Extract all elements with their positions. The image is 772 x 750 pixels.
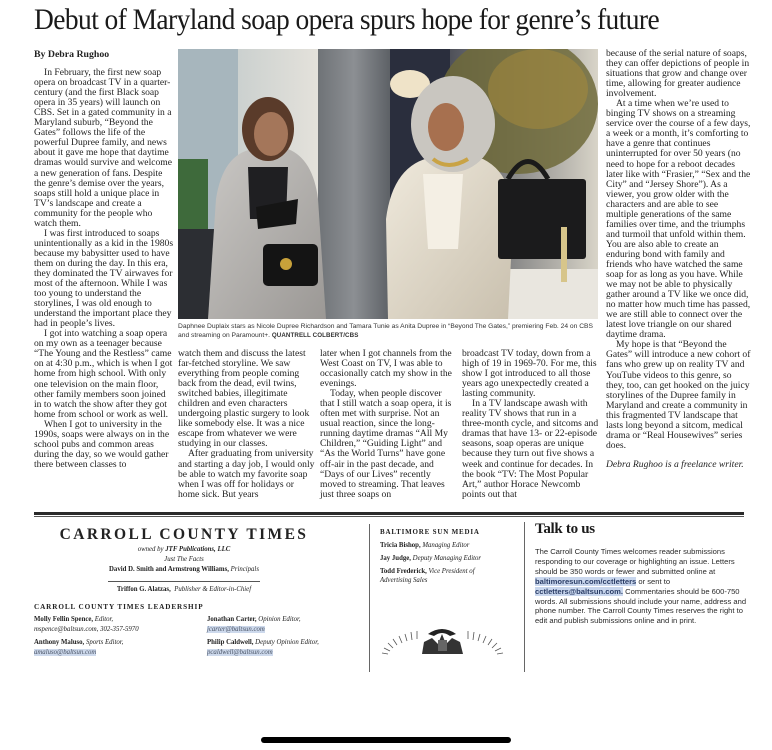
bsm-person xyxy=(380,567,490,585)
person-contact[interactable]: mspence@baltsun.com, 302-357-5970 xyxy=(34,625,139,633)
article-column-1 xyxy=(34,50,174,470)
paragraph: I got into watching a soap opera on my own as a teenager because “The Young and the Restless” came on at 4:30 p.m., which is when I got home from high school. With only one television on the main floor, other family members soon joined in to watch the show after they got home from school or work as well. xyxy=(34,328,173,420)
email-link[interactable]: jcarter@baltsun.com xyxy=(207,625,265,633)
article-column-2 xyxy=(178,349,316,500)
email-link[interactable]: amaluso@baltsun.com xyxy=(34,648,97,656)
paragraph: At a time when we’re used to binging TV shows on a streaming service over the course of a few days, a week or a month, it’s comforting to have a genre that continues uninterrupted for over 50 years (no need to hope for a reboot decades later like with “Frasier,” “Sex and the City” and “Jersey Shore”). As a viewer, you grow older with the characters and are able to see multiple generations of the same families over time, and the triumphs and turmoil that unfold within them. You are also able to create an enduring bond with family and friends who have watched the same soap for as long as you have. While we may not be able to physically gather around a TV like we once did, no matter how much time has passed, we are still able to connect over the latest love triangle on our shared daytime drama. xyxy=(606,98,751,341)
talk-text: or sent to xyxy=(636,576,671,586)
column-divider xyxy=(369,524,370,672)
person-name: Philip Caldwell, xyxy=(207,639,254,646)
column-divider xyxy=(524,522,525,672)
masthead-publisher xyxy=(34,586,334,593)
paragraph: When I got to university in the 1990s, soaps were always on in the school pubs and common areas during the day, so we would gather there between classes to xyxy=(34,418,170,470)
person-name: Todd Frederick, xyxy=(380,568,427,575)
person-role: Editor, xyxy=(94,616,114,623)
publisher-role: Publisher & Editor-in-Chief xyxy=(174,586,252,593)
paragraph: later when I got channels from the West Coast on TV, I was able to occasionally catch my show in the evenings. xyxy=(320,348,452,390)
paragraph: because of the serial nature of soaps, they can offer depictions of people in situations that grow and change over time, allowing for greater audience involvement. xyxy=(606,48,750,100)
section-divider xyxy=(34,512,744,515)
paragraph: After graduating from university and starting a day job, I would only be able to watch my favorite soap when I was off for holidays or home sick. But years xyxy=(178,448,315,500)
article-column-4 xyxy=(462,349,600,500)
paragraph: Today, when people discover that I still watch a soap opera, it is often met with surprise. Not an usual reaction, since the long-running daytime dramas “All My Children,” “Guiding Light” and “As the World Turns” have gone off-air in the past decade, and “Days of our Lives” recently moved to streaming. That leaves just three soaps on xyxy=(320,388,452,500)
bsm-person xyxy=(380,554,510,563)
letters-email-link[interactable]: cctletters@baltsun.com. xyxy=(535,586,624,596)
bsm-person xyxy=(380,541,510,550)
paragraph: watch them and discuss the latest far-fetched storyline. We saw everything from people coming back from the dead, evil twins, switched babies, illegitimate children and even characters undergoing plastic surgery to look like somebody else. It was a nice escape from whatever we were studying in our classes. xyxy=(178,348,310,450)
leadership-entry xyxy=(207,638,319,657)
state-seal-icon xyxy=(380,626,505,656)
publisher-name: Triffon G. Alatzas, xyxy=(116,586,171,593)
person-role: Opinion Editor, xyxy=(258,616,301,623)
leadership-entry xyxy=(34,615,139,634)
bsm-heading: BALTIMORE SUN MEDIA xyxy=(380,528,480,536)
paragraph: My hope is that “Beyond the Gates” will introduce a new cohort of fans who grew up on reality TV and YouTube videos to this genre, so they, too, can get hooked on the juicy storylines of the Dupree family in Maryland and create a community in this fragmented TV landscape that lasts long beyond a sitcom, medical drama or “Real Housewives” series does. xyxy=(606,339,751,451)
person-name: Jonathan Carter, xyxy=(207,616,257,623)
person-role: Managing Editor xyxy=(422,542,470,549)
talk-to-us-body xyxy=(535,547,753,626)
person-role: Vice President of Advertising Sales xyxy=(380,568,475,584)
byline: By Debra Rughoo xyxy=(34,49,110,60)
person-role: Deputy Opinion Editor, xyxy=(255,639,319,646)
email-link[interactable]: pcaldwell@baltsun.com xyxy=(207,648,273,656)
person-role: Sports Editor, xyxy=(85,639,124,646)
person-name: Anthony Maluso, xyxy=(34,639,85,646)
paragraph: broadcast TV today, down from a high of 19 in 1969-70. For me, this show I got introduced to all those years ago unexpectedly created a lasting community. xyxy=(462,348,597,400)
person-name: Jay Judge, xyxy=(380,555,411,562)
leadership-heading: CARROLL COUNTY TIMES LEADERSHIP xyxy=(34,603,204,611)
person-name: Molly Fellin Spence, xyxy=(34,616,94,623)
talk-to-us-title: Talk to us xyxy=(535,521,595,537)
masthead-owner xyxy=(34,546,334,553)
letters-url-link[interactable]: baltimoresun.com/cctletters xyxy=(535,576,637,586)
masthead-principals xyxy=(34,566,334,573)
author-signoff: Debra Rughoo is a freelance writer. xyxy=(606,458,744,470)
article-headline: Debut of Maryland soap opera spurs hope for genre’s future xyxy=(34,4,660,36)
photo-caption xyxy=(178,322,602,340)
owner-name: JTF Publications, LLC xyxy=(165,546,231,553)
photo-credit: QUANTRELL COLBERT/CBS xyxy=(271,332,359,340)
talk-text: Commentaries should be 600-750 words. All submissions should include your name, address and phone number. The Carroll County Times reserves the right to edit and publish submissions online and in print. xyxy=(535,586,747,626)
paragraph: In February, the first new soap opera on broadcast TV in a quarter-century (and the first Black soap opera in 35 years) will launch on CBS. Set in a gated community in a Maryland suburb, “Beyond the Gates” follows the life of the powerful Dupree family, and news about it gave me hope that daytime dramas would survive and welcome a new generation of fans. Despite the genre’s demise over the years, soaps still hold a unique place in TV’s landscape and create a community for the people who watch them. xyxy=(34,67,173,229)
leadership-entry xyxy=(34,638,123,657)
talk-text: The Carroll County Times welcomes reader submissions responding to our coverage or highlighting an issue. Letters should be 350 words or fewer and submitted online at xyxy=(535,547,735,576)
article-photo[interactable] xyxy=(178,49,598,319)
masthead-title: CARROLL COUNTY TIMES xyxy=(59,526,309,543)
principals-role: Principals xyxy=(230,566,259,573)
paragraph: I was first introduced to soaps unintentionally as a kid in the 1980s because my babysitter used to have them on during the day. In this era, they dominated the TV airwaves for most of the afternoon. While I was too young to understand the storylines, I was old enough to understand the important place they had in people’s lives. xyxy=(34,227,174,330)
paragraph: In a TV landscape awash with reality TV shows that run in a three-month cycle, and sitcoms and dramas that have 13- or 22-episode seasons, soap operas are unique because they turn out five shows a week and continue for decades. In the book “TV: The Most Popular Art,” author Horace Newcomb points out that xyxy=(462,398,599,500)
article-column-5 xyxy=(606,49,751,470)
masthead-divider xyxy=(108,581,260,582)
owned-prefix: owned by xyxy=(137,546,166,553)
leadership-entry xyxy=(207,615,301,634)
person-role: Deputy Managing Editor xyxy=(412,555,482,562)
masthead-motto: Just The Facts xyxy=(164,556,204,563)
home-indicator[interactable] xyxy=(261,737,511,743)
photo-image xyxy=(178,49,598,319)
person-name: Tricia Bishop, xyxy=(380,542,421,549)
principals-names: David D. Smith and Armstrong Williams, xyxy=(109,566,229,573)
caption-text: Daphnee Duplaix stars as Nicole Dupree Richardson and Tamara Tunie as Anita Dupree in “Beyond The Gates,” premiering Feb. 24 on CBS and streaming on Paramount+. xyxy=(178,323,593,340)
article-column-3 xyxy=(320,349,458,500)
section-divider-thin xyxy=(34,516,744,517)
